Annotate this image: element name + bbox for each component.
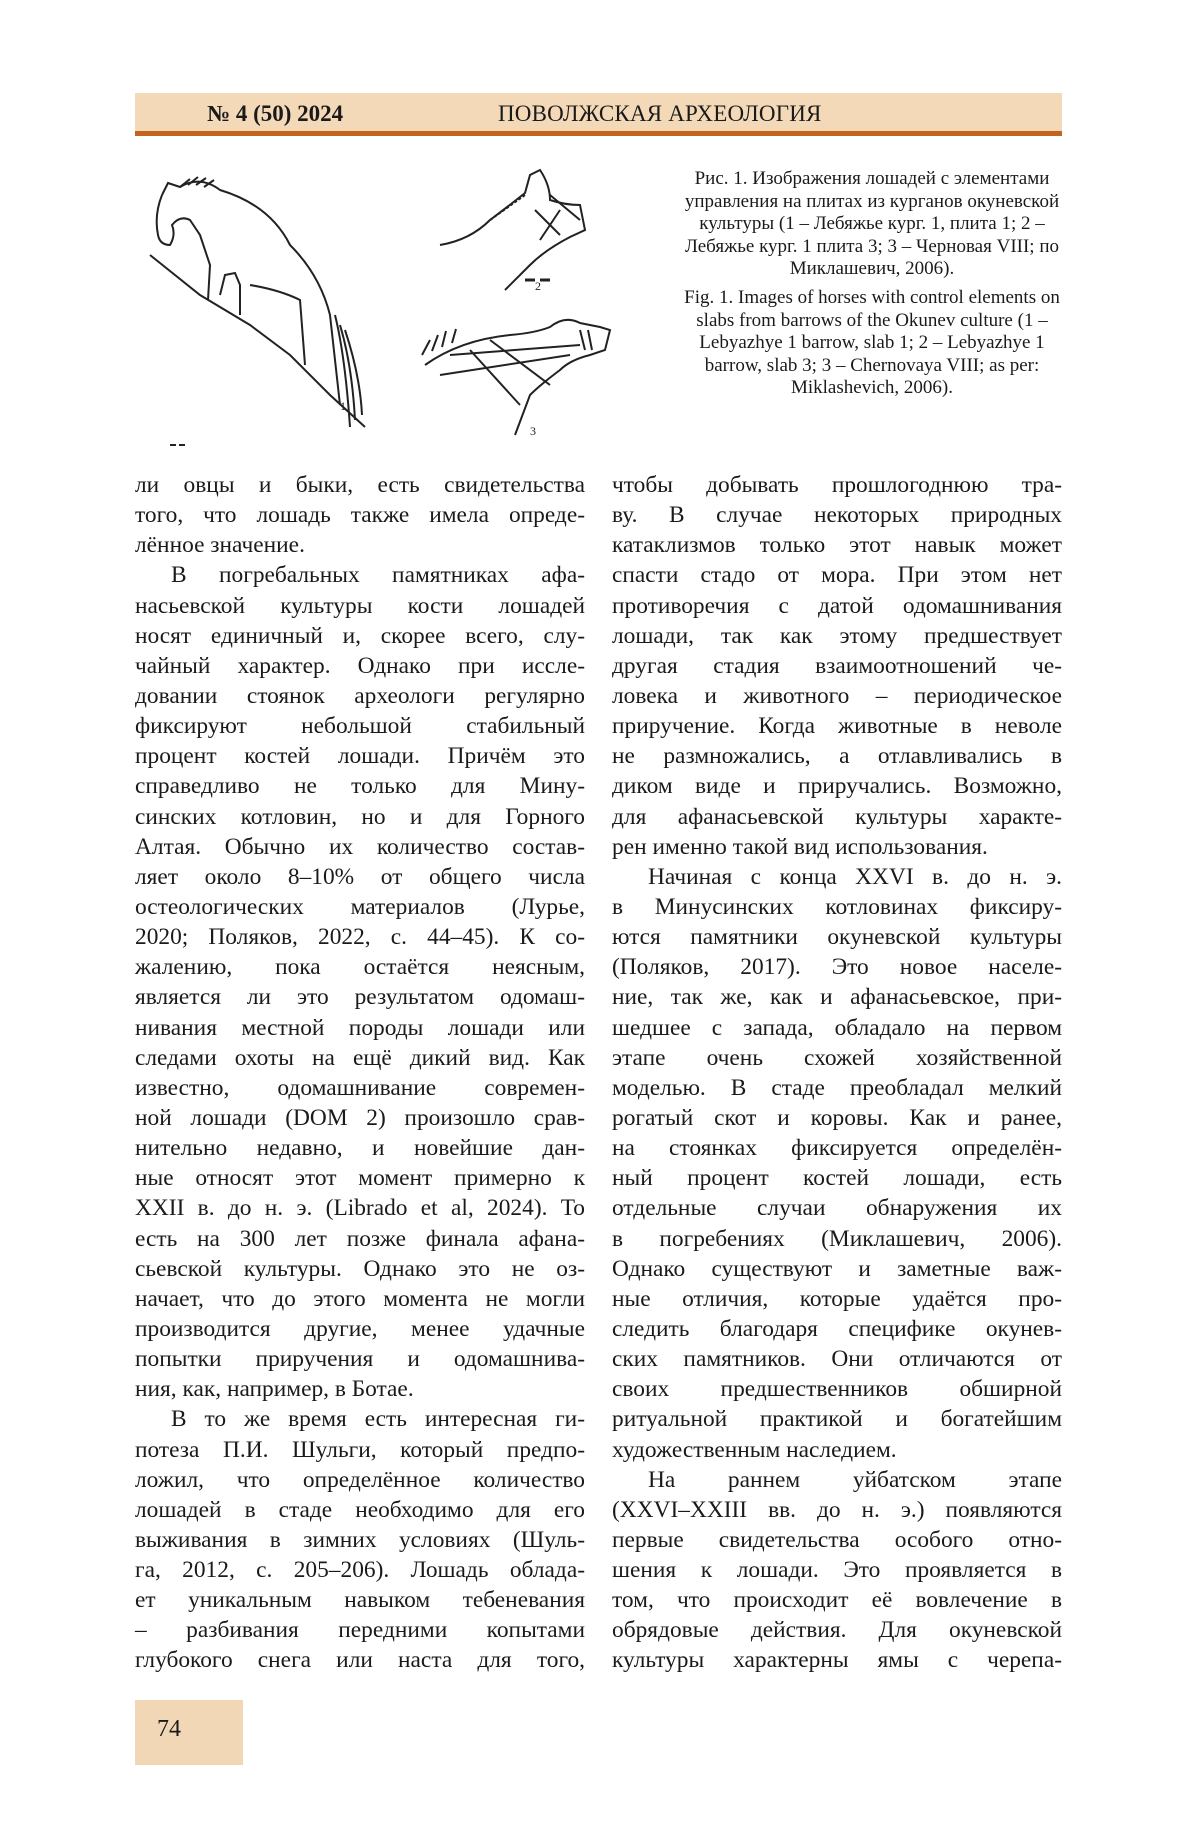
text-line: потеза П.И. Шульги, который предпо- — [135, 1435, 585, 1465]
text-line: ной лошади (DOM 2) произошло срав- — [135, 1103, 585, 1133]
horse-drawing-1 — [150, 177, 365, 445]
text-line: своих предшественников обширной — [612, 1374, 1062, 1404]
text-line: ные отличия, которые удаётся про- — [612, 1284, 1062, 1314]
text-line: не размножались, а отлавливались в — [612, 741, 1062, 771]
text-line: га, 2012, с. 205–206). Лошадь облада- — [135, 1555, 585, 1585]
text-line: В погребальных памятниках афа- — [135, 560, 585, 590]
text-line: нивания местной породы лошади или — [135, 1013, 585, 1043]
text-line: этапе очень схожей хозяйственной — [612, 1043, 1062, 1073]
figure-caption — [676, 168, 1068, 406]
text-line: чтобы добывать прошлогоднюю тра- — [612, 470, 1062, 500]
text-line: ный процент костей лошади, есть — [612, 1163, 1062, 1193]
text-line: XXII в. до н. э. (Librado et al, 2024). То — [135, 1193, 585, 1223]
text-line: лошадей в стаде необходимо для его — [135, 1495, 585, 1525]
text-line: (XXVI–XXIII вв. до н. э.) появляются — [612, 1495, 1062, 1525]
text-line: лённое значение. — [135, 530, 585, 560]
text-line: нительно недавно, и новейшие дан- — [135, 1133, 585, 1163]
text-line: приручение. Когда животные в неволе — [612, 711, 1062, 741]
text-line: моделью. В стаде преобладал мелкий — [612, 1073, 1062, 1103]
text-line: в Минусинских котловинах фиксиру- — [612, 892, 1062, 922]
figure-label-1: 1 — [340, 399, 346, 413]
text-line: остеологических материалов (Лурье, — [135, 892, 585, 922]
text-line: следить благодаря специфике окунев- — [612, 1314, 1062, 1344]
text-line: (Поляков, 2017). Это новое населе- — [612, 952, 1062, 982]
text-line: в погребениях (Миклашевич, 2006). — [612, 1224, 1062, 1254]
running-header — [135, 93, 1062, 136]
text-line: обрядовые действия. Для окуневской — [612, 1615, 1062, 1645]
text-line: шения к лошади. Это проявляется в — [612, 1555, 1062, 1585]
text-line: спасти стадо от мора. При этом нет — [612, 560, 1062, 590]
text-line: ные относят этот момент примерно к — [135, 1163, 585, 1193]
page-number: 74 — [157, 1716, 181, 1743]
text-line: том, что происходит её вовлечение в — [612, 1585, 1062, 1615]
text-line: В то же время есть интересная ги- — [135, 1404, 585, 1434]
text-line: синских котловин, но и для Горного — [135, 802, 585, 832]
text-line: есть на 300 лет позже финала афана- — [135, 1224, 585, 1254]
text-line: катаклизмов только этот навык может — [612, 530, 1062, 560]
page-number-box — [135, 1700, 243, 1765]
text-line: ния, как, например, в Ботае. — [135, 1374, 585, 1404]
text-line: производится другие, менее удачные — [135, 1314, 585, 1344]
text-line: глубокого снега или наста для того, — [135, 1645, 585, 1675]
text-line: следами охоты на ещё дикий вид. Как — [135, 1043, 585, 1073]
text-line: На раннем уйбатском этапе — [612, 1465, 1062, 1495]
text-line: рен именно такой вид использования. — [612, 832, 1062, 862]
text-line: художественным наследием. — [612, 1435, 1062, 1465]
text-line: ву. В случае некоторых природных — [612, 500, 1062, 530]
text-line: довании стоянок археологи регулярно — [135, 681, 585, 711]
text-column-right — [612, 470, 1062, 1676]
caption-english: Fig. 1. Images of horses with control elements on slabs from barrows of the Okunev culture (1 – Lebyazhye 1 barrow, slab 1; 2 – Lebyazhye 1 barrow, slab 3; 3 – Chernovaya VIII; as per: Miklashevich, 2006). — [676, 287, 1068, 400]
text-line: известно, одомашнивание современ- — [135, 1073, 585, 1103]
text-line: для афанасьевской культуры характе- — [612, 802, 1062, 832]
text-line: – разбивания передними копытами — [135, 1615, 585, 1645]
caption-russian: Рис. 1. Изображения лошадей с элементами управления на плитах из курганов окуневской культуры (1 – Лебяжье кург. 1, плита 1; 2 – Лебяжье кург. 1 плита 3; 3 – Черновая VIII; по Миклашевич, 2006). — [676, 168, 1068, 281]
text-line: ли овцы и быки, есть свидетельства — [135, 470, 585, 500]
text-line: фиксируют небольшой стабильный — [135, 711, 585, 741]
figure-horse-drawings — [140, 165, 670, 450]
text-line: культуры характерны ямы с черепа- — [612, 1645, 1062, 1675]
text-line: ских памятников. Они отличаются от — [612, 1344, 1062, 1374]
text-line: ет уникальным навыком тебеневания — [135, 1585, 585, 1615]
text-line: ритуальной практикой и богатейшим — [612, 1404, 1062, 1434]
text-line: Начиная с конца XXVI в. до н. э. — [612, 862, 1062, 892]
text-line: жалению, пока остаётся неясным, — [135, 952, 585, 982]
text-line: первые свидетельства особого отно- — [612, 1525, 1062, 1555]
text-line: начает, что до этого момента не могли — [135, 1284, 585, 1314]
journal-title: ПОВОЛЖСКАЯ АРХЕОЛОГИЯ — [498, 101, 822, 127]
issue-number: № 4 (50) 2024 — [207, 101, 343, 127]
text-column-left — [135, 470, 585, 1676]
text-line: ние, так же, как и афанасьевское, при- — [612, 982, 1062, 1012]
text-line: шедшее с запада, обладало на первом — [612, 1013, 1062, 1043]
text-line: Однако существуют и заметные важ- — [612, 1254, 1062, 1284]
text-line: ются памятники окуневской культуры — [612, 922, 1062, 952]
horse-drawing-3 — [422, 320, 610, 435]
text-line: диком виде и приручались. Возможно, — [612, 771, 1062, 801]
text-line: процент костей лошади. Причём это — [135, 741, 585, 771]
text-line: ложил, что определённое количество — [135, 1465, 585, 1495]
text-line: на стоянках фиксируется определён- — [612, 1133, 1062, 1163]
text-line: ляет около 8–10% от общего числа — [135, 862, 585, 892]
text-line: выживания в зимних условиях (Шуль- — [135, 1525, 585, 1555]
text-line: того, что лошадь также имела опреде- — [135, 500, 585, 530]
text-line: справедливо не только для Мину- — [135, 771, 585, 801]
text-line: попытки приручения и одомашнива- — [135, 1344, 585, 1374]
figure-label-2: 2 — [535, 279, 541, 293]
text-line: другая стадия взаимоотношений че- — [612, 651, 1062, 681]
text-line: отдельные случаи обнаружения их — [612, 1193, 1062, 1223]
text-line: является ли это результатом одомаш- — [135, 982, 585, 1012]
text-line: ловека и животного – периодическое — [612, 681, 1062, 711]
text-line: носят единичный и, скорее всего, слу- — [135, 621, 585, 651]
text-line: Алтая. Обычно их количество состав- — [135, 832, 585, 862]
text-line: насьевской культуры кости лошадей — [135, 591, 585, 621]
text-line: 2020; Поляков, 2022, с. 44–45). К со- — [135, 922, 585, 952]
text-line: лошади, так как этому предшествует — [612, 621, 1062, 651]
text-line: чайный характер. Однако при иссле- — [135, 651, 585, 681]
horse-drawing-2 — [440, 170, 585, 290]
figure-label-3: 3 — [530, 424, 536, 438]
text-line: рогатый скот и коровы. Как и ранее, — [612, 1103, 1062, 1133]
text-line: противоречия с датой одомашнивания — [612, 591, 1062, 621]
text-line: сьевской культуры. Однако это не оз- — [135, 1254, 585, 1284]
